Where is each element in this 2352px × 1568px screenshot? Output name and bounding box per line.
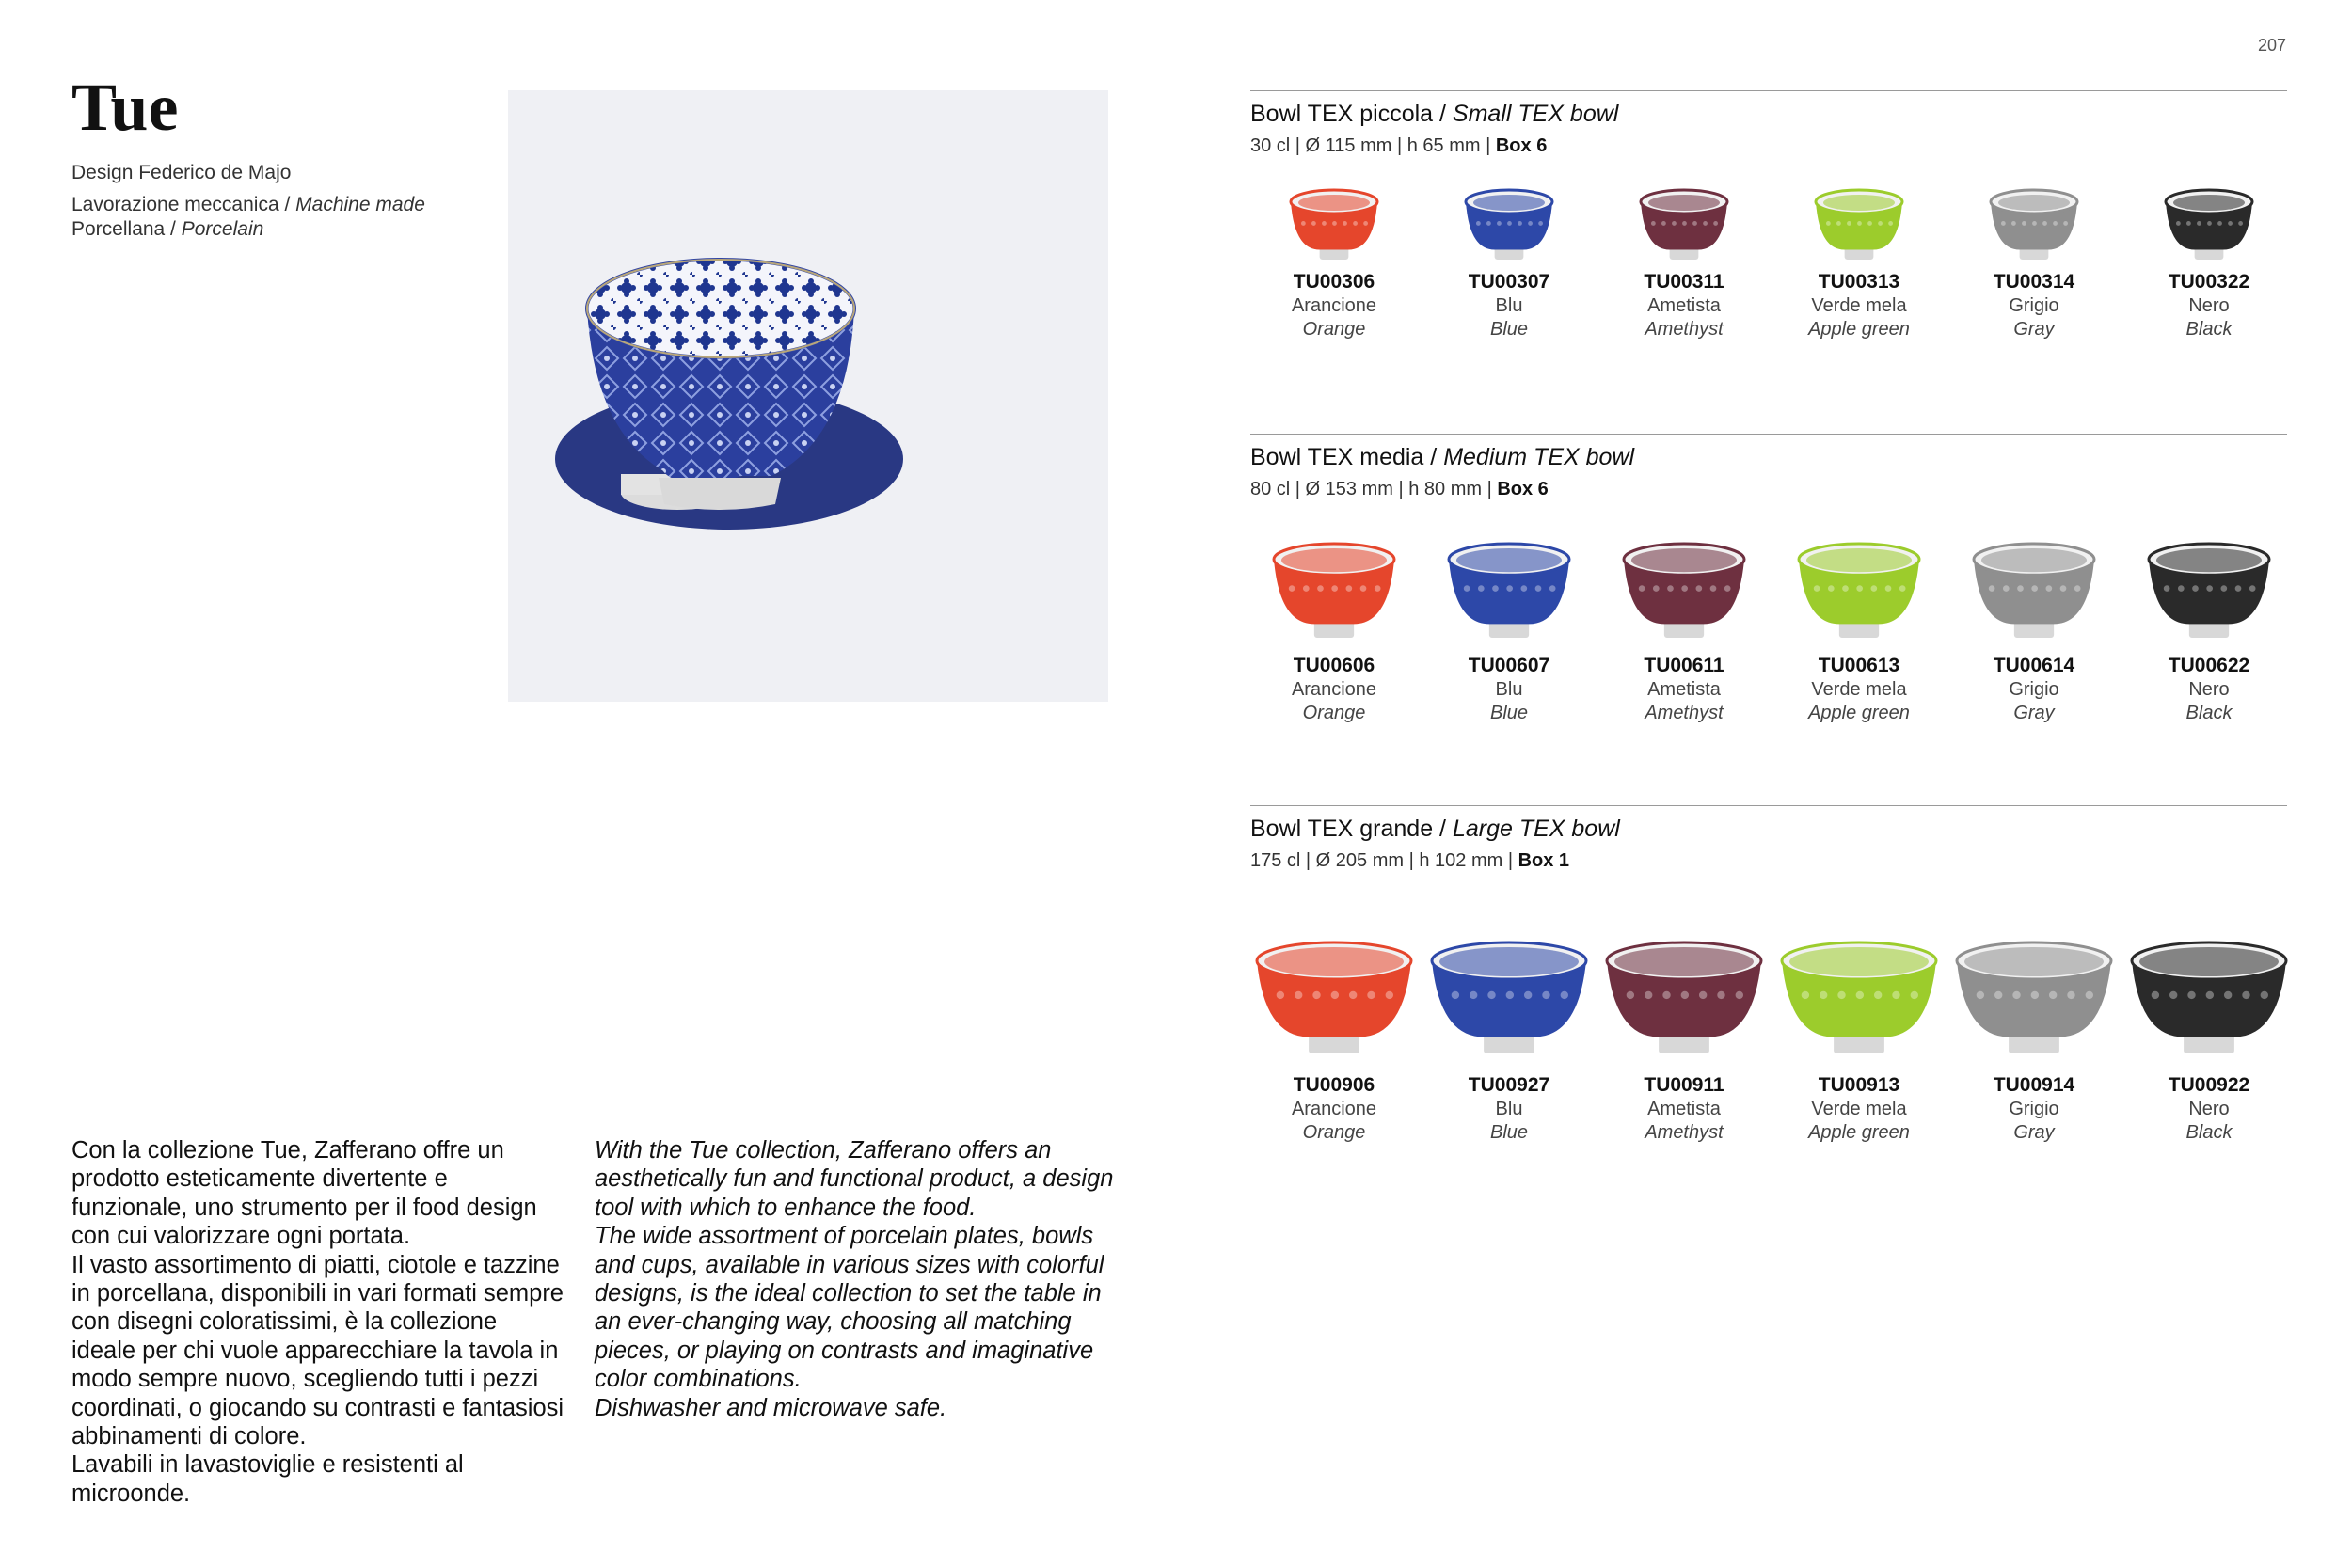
bowl-pattern-dot [1452,991,1459,999]
product-card [2122,941,2296,1144]
bowl-interior [2156,548,2262,572]
product-name-it: Arancione [1291,295,1377,316]
product-code: TU00606 [1293,655,1375,676]
bowl-pattern-dot [1662,991,1670,999]
description-en-paragraph: Dishwasher and microwave safe. [595,1394,947,1421]
description-en-paragraph: The wide assortment of porcelain plates, bowls and cups, available in various sizes with colorful designs, is the ideal collection to set the table in an ever-changing way, choosing all matching pieces, or playing on contrasts and imaginative color combinations. [595,1223,1104,1393]
bowl-pattern-dot [1375,585,1381,592]
spacer [1422,1055,1597,1069]
product-card [1947,542,2122,724]
bowl-pattern-dot [1528,221,1533,226]
spacer [1247,261,1422,265]
product-code: TU00306 [1293,271,1375,293]
product-code: TU00322 [2168,271,2250,293]
bowl-pattern-dot [2001,221,2006,226]
bowl-image [1797,542,1921,640]
bowl-pattern-dot [1367,991,1375,999]
bowl-pattern-dot [1994,991,2002,999]
spacer [1597,1055,1772,1069]
product-name-en: Amethyst [1645,319,1724,340]
product-name-en: Apple green [1808,319,1910,340]
bowl-pattern-dot [1301,221,1306,226]
spacer [1597,640,1772,649]
bowl-pattern-dot [1295,991,1302,999]
product-card [1772,542,1947,724]
bowl-pattern-dot [1867,221,1872,226]
bowl-pattern-dot [1343,221,1347,226]
product-name-en: Amethyst [1645,1122,1724,1143]
bowl-pattern-dot [1332,221,1337,226]
product-code: TU00313 [1818,271,1900,293]
bowl-image [1814,188,1904,261]
spec-text: 175 cl | Ø 205 mm | h 102 mm | [1250,850,1518,871]
spacer [1247,1055,1422,1069]
bowl-pattern-dot [1303,585,1310,592]
bowl-pattern-dot [1478,585,1485,592]
bowl-pattern-dot [1681,585,1688,592]
bowl-pattern-dot [1826,221,1831,226]
bowl-pattern-dot [2032,221,2037,226]
process-line [72,194,425,216]
bowl-interior [1264,947,1404,976]
description-italian [72,1136,565,1508]
product-card [1422,542,1597,724]
spacer [1772,1055,1947,1069]
product-code: TU00906 [1293,1074,1375,1096]
product-code: TU00607 [1468,655,1550,676]
bowl-pattern-dot [2031,991,2039,999]
bowl-pattern-dot [2022,221,2026,226]
bowl-pattern-dot [2187,991,2195,999]
bowl-pattern-dot [1911,991,1918,999]
bowl-pattern-dot [1699,991,1707,999]
bowl-image [1430,941,1588,1055]
product-name-it: Arancione [1291,679,1377,700]
description-it-paragraph: Con la collezione Tue, Zafferano offre un prodotto esteticamente divertente e funzionale, uno strumento per il food design con cui valorizzare ogni portata. [72,1137,537,1250]
bowl-pattern-dot [1842,585,1849,592]
bowl-pattern-dot [1627,991,1634,999]
product-name-en: Black [2185,1122,2233,1143]
bowl-pattern-dot [1311,221,1316,226]
section-medium-bowl [1250,434,2287,500]
section-title [1250,444,2287,471]
bowl-pattern-dot [1487,991,1495,999]
product-name-en: Apple green [1808,1122,1910,1143]
product-name-it: Verde mela [1811,1099,1907,1119]
bowl-image [1447,542,1571,640]
bowl-pattern-dot [1486,221,1491,226]
product-name-en: Orange [1302,703,1366,723]
spacer [1422,640,1597,649]
bowl-pattern-dot [1538,221,1543,226]
bowl-pattern-dot [1506,585,1513,592]
section-title-it: Bowl TEX grande / [1250,816,1453,842]
bowl-pattern-dot [1476,221,1481,226]
product-name-en: Gray [2013,319,2055,340]
product-card [1597,941,1772,1144]
bowl-pattern-dot [1856,991,1864,999]
section-divider [1250,805,2287,806]
product-code: TU00614 [1993,655,2075,676]
box-quantity: Box 6 [1495,135,1548,156]
product-name-it: Blu [1495,1099,1523,1119]
process-it: Lavorazione meccanica / [72,194,296,215]
bowl-pattern-dot [1549,585,1556,592]
product-name-en: Black [2185,319,2233,340]
bowl-interior [1281,548,1387,572]
material-line [72,218,263,241]
bowl-pattern-dot [1717,991,1724,999]
bowl-pattern-dot [2031,585,2038,592]
bowl-image [2147,542,2271,640]
bowl-pattern-dot [1507,221,1512,226]
product-code: TU00913 [1818,1074,1900,1096]
bowl-pattern-dot [1331,991,1339,999]
product-card [1597,542,1772,724]
hero-photo [508,90,1108,702]
bowl-interior [1806,548,1912,572]
bowl-image [1605,941,1763,1055]
bowl-pattern-dot [1871,585,1878,592]
bowl-pattern-dot [2152,991,2159,999]
description-it-paragraph: Lavabili in lavastoviglie e resistenti al microonde. [72,1451,464,1507]
bowl-pattern-dot [1989,585,1995,592]
bowl-pattern-dot [1681,991,1689,999]
bowl-pattern-dot [2060,585,2067,592]
product-code: TU00611 [1644,655,1724,676]
product-card [1947,941,2122,1144]
bowl-pattern-dot [2235,585,2242,592]
bowl-pattern-dot [2242,991,2249,999]
bowl-pattern-dot [1692,221,1697,226]
bowl-interior [1456,548,1562,572]
bowl-pattern-dot [2053,221,2058,226]
bowl-interior [2173,195,2245,211]
bowl-pattern-dot [1856,585,1863,592]
bowl-pattern-dot [1828,585,1835,592]
section-spec [1250,135,2287,157]
bowl-image [1255,941,1413,1055]
section-title-en: Large TEX bowl [1452,816,1620,842]
bowl-image [1955,941,2113,1055]
product-card [1247,188,1422,341]
section-title-en: Medium TEX bowl [1443,444,1635,470]
bowl-interior [1648,195,1720,211]
material-it: Porcellana / [72,218,182,240]
bowl-pattern-dot [2178,585,2185,592]
product-name-it: Grigio [2009,1099,2059,1119]
bowl-base [659,478,781,510]
bowl-pattern-dot [1492,585,1499,592]
product-name-it: Arancione [1291,1099,1377,1119]
spacer [1772,640,1947,649]
product-card [1772,941,1947,1144]
bowl-pattern-dot [1561,991,1568,999]
bowl-pattern-dot [2197,221,2201,226]
bowl-pattern-dot [1289,585,1295,592]
bowl-pattern-dot [2206,585,2213,592]
product-card [1247,542,1422,724]
product-card [2122,542,2296,724]
spacer [1947,640,2122,649]
box-quantity: Box 1 [1518,850,1570,871]
bowl-pattern-dot [2238,221,2243,226]
bowl-interior [1631,548,1737,572]
section-small-bowl [1250,90,2287,157]
bowl-pattern-dot [1353,221,1358,226]
section-title-en: Small TEX bowl [1452,101,1619,127]
bowl-interior [1473,195,1545,211]
hero-bowl-illustration [508,90,1108,702]
spacer [1247,640,1422,649]
product-name-en: Orange [1302,319,1366,340]
product-card [1247,941,1422,1144]
bowl-pattern-dot [2017,585,2024,592]
bowl-pattern-dot [1672,221,1677,226]
bowl-pattern-dot [2164,585,2170,592]
spec-text: 30 cl | Ø 115 mm | h 65 mm | [1250,135,1496,156]
product-card [2122,188,2296,341]
product-card [1947,188,2122,341]
bowl-image [1272,542,1396,640]
product-name-en: Apple green [1808,703,1910,723]
bowl-pattern-dot [1386,991,1393,999]
bowl-pattern-dot [1464,585,1470,592]
product-code: TU00311 [1644,271,1724,293]
bowl-pattern-dot [1322,221,1327,226]
description-it-paragraph: Il vasto assortimento di piatti, ciotole e tazzine in porcellana, disponibili in vari formati sempre con disegni coloratissimi, è la collezione ideale per chi vuole apparecchiare la tavola in modo sempre nuovo, scegliendo tutti i pezzi coordinati, o giocando su contrasti e fantasiosi abbinamenti di colore. [72,1251,564,1450]
bowl-pattern-dot [1360,585,1367,592]
bowl-pattern-dot [1535,585,1542,592]
product-name-it: Verde mela [1811,295,1907,316]
product-name-en: Black [2185,703,2233,723]
bowl-pattern-dot [1653,585,1660,592]
bowl-pattern-dot [1524,991,1532,999]
product-name-en: Amethyst [1645,703,1724,723]
collection-title: Tue [72,70,179,145]
product-name-it: Nero [2188,1099,2230,1119]
bowl-image [1289,188,1379,261]
spacer [1947,261,2122,265]
bowl-pattern-dot [1892,991,1899,999]
bowl-pattern-dot [2261,991,2268,999]
description-en-paragraph: With the Tue collection, Zafferano offers an aesthetically fun and functional product, a design tool with which to enhance the food. [595,1137,1114,1221]
product-name-it: Ametista [1647,1099,1721,1119]
bowl-pattern-dot [1363,221,1368,226]
product-code: TU00314 [1993,271,2075,293]
designer-credit: Design Federico de Majo [72,162,292,183]
bowl-pattern-dot [2169,991,2177,999]
bowl-image [1464,188,1554,261]
bowl-pattern-dot [2049,991,2057,999]
bowl-pattern-dot [2086,991,2093,999]
bowl-pattern-dot [1885,585,1892,592]
bowl-pattern-dot [2074,585,2081,592]
bowl-pattern-dot [2063,221,2068,226]
material-en: Porcelain [181,218,264,240]
bowl-pattern-dot [2206,991,2214,999]
spacer [2122,640,2296,649]
spacer [1947,1055,2122,1069]
bowl-pattern-dot [1645,991,1652,999]
spacer [2122,261,2296,265]
bowl-interior [2139,947,2279,976]
product-card [1597,188,1772,341]
product-code: TU00911 [1644,1074,1724,1096]
section-large-bowl [1250,805,2287,872]
bowl-pattern-dot [1836,221,1841,226]
spacer [1422,261,1597,265]
bowl-pattern-dot [1847,221,1851,226]
bowl-image [2164,188,2254,261]
bowl-pattern-dot [1899,585,1906,592]
product-name-it: Blu [1495,679,1523,700]
product-name-it: Ametista [1647,679,1721,700]
bowl-pattern-dot [2012,991,2020,999]
bowl-interior [1998,195,2070,211]
product-name-en: Orange [1302,1122,1366,1143]
product-name-it: Ametista [1647,295,1721,316]
product-code: TU00914 [1993,1074,2075,1096]
bowl-pattern-dot [1667,585,1674,592]
description-english [595,1136,1121,1422]
bowl-pattern-dot [2046,585,2053,592]
bowl-pattern-dot [2192,585,2199,592]
bowl-pattern-dot [1814,585,1820,592]
bowl-image [1989,188,2079,261]
section-spec [1250,850,2287,872]
bowl-pattern-dot [1857,221,1862,226]
bowl-image [1780,941,1938,1055]
section-title [1250,816,2287,843]
bowl-image [1622,542,1746,640]
bowl-interior [1981,548,2087,572]
bowl-pattern-dot [2003,585,2010,592]
product-card [1422,941,1597,1144]
bowl-pattern-dot [1724,585,1731,592]
bowl-image [2130,941,2288,1055]
product-code: TU00307 [1468,271,1550,293]
bowl-pattern-dot [1888,221,1893,226]
spacer [1597,261,1772,265]
bowl-image [1639,188,1729,261]
product-name-it: Grigio [2009,679,2059,700]
bowl-pattern-dot [1470,991,1477,999]
product-name-en: Gray [2013,1122,2055,1143]
bowl-pattern-dot [1506,991,1514,999]
box-quantity: Box 6 [1497,479,1549,499]
product-card [1772,188,1947,341]
bowl-pattern-dot [1703,221,1708,226]
bowl-pattern-dot [1497,221,1502,226]
bowl-pattern-dot [1331,585,1338,592]
bowl-pattern-dot [1349,991,1357,999]
bowl-pattern-dot [1521,585,1528,592]
bowl-pattern-dot [1977,991,1984,999]
bowl-pattern-dot [2207,221,2212,226]
bowl-interior [1614,947,1754,976]
product-name-it: Nero [2188,679,2230,700]
product-name-en: Gray [2013,703,2055,723]
product-code: TU00622 [2168,655,2250,676]
bowl-pattern-dot [2011,221,2016,226]
spec-text: 80 cl | Ø 153 mm | h 80 mm | [1250,479,1498,499]
product-card [1422,188,1597,341]
bowl-pattern-dot [1651,221,1656,226]
bowl-pattern-dot [1820,991,1827,999]
bowl-pattern-dot [2217,221,2222,226]
bowl-pattern-dot [1802,991,1809,999]
product-name-it: Grigio [2009,295,2059,316]
bowl-pattern-dot [2249,585,2256,592]
bowl-interior [1298,195,1370,211]
bowl-pattern-dot [1317,585,1324,592]
product-name-en: Blue [1489,319,1529,340]
product-name-it: Verde mela [1811,679,1907,700]
product-code: TU00922 [2168,1074,2250,1096]
bowl-pattern-dot [1837,991,1845,999]
bowl-pattern-dot [2186,221,2191,226]
section-spec [1250,479,2287,500]
product-name-it: Blu [1495,295,1523,316]
bowl-pattern-dot [2221,585,2228,592]
spacer [1772,261,1947,265]
bowl-pattern-dot [1874,991,1882,999]
process-en: Machine made [295,194,425,215]
bowl-pattern-dot [2176,221,2181,226]
bowl-pattern-dot [1713,221,1718,226]
bowl-pattern-dot [1878,221,1883,226]
bowl-pattern-dot [1277,991,1284,999]
bowl-pattern-dot [2067,991,2074,999]
bowl-interior [1823,195,1895,211]
section-title-it: Bowl TEX piccola / [1250,101,1453,127]
bowl-pattern-dot [2224,991,2232,999]
product-name-en: Blue [1489,1122,1529,1143]
product-name-it: Nero [2188,295,2230,316]
section-title [1250,101,2287,128]
bowl-interior [1964,947,2104,976]
bowl-pattern-dot [1346,585,1353,592]
bowl-pattern-dot [1736,991,1743,999]
bowl-pattern-dot [1542,991,1549,999]
section-divider [1250,90,2287,91]
spacer [2122,1055,2296,1069]
bowl-interior [1789,947,1929,976]
bowl-pattern-dot [1312,991,1320,999]
page-number: 207 [2257,36,2286,55]
product-name-en: Blue [1489,703,1529,723]
section-title-it: Bowl TEX media / [1250,444,1444,470]
bowl-interior [1439,947,1579,976]
bowl-pattern-dot [1710,585,1717,592]
bowl-pattern-dot [2042,221,2047,226]
bowl-pattern-dot [1518,221,1522,226]
bowl-image [1972,542,2096,640]
section-divider [1250,434,2287,435]
bowl-pattern-dot [2228,221,2233,226]
bowl-pattern-dot [1682,221,1687,226]
product-code: TU00613 [1818,655,1900,676]
bowl-pattern-dot [1696,585,1703,592]
product-code: TU00927 [1468,1074,1550,1096]
bowl-pattern-dot [1661,221,1666,226]
bowl-pattern-dot [1639,585,1645,592]
